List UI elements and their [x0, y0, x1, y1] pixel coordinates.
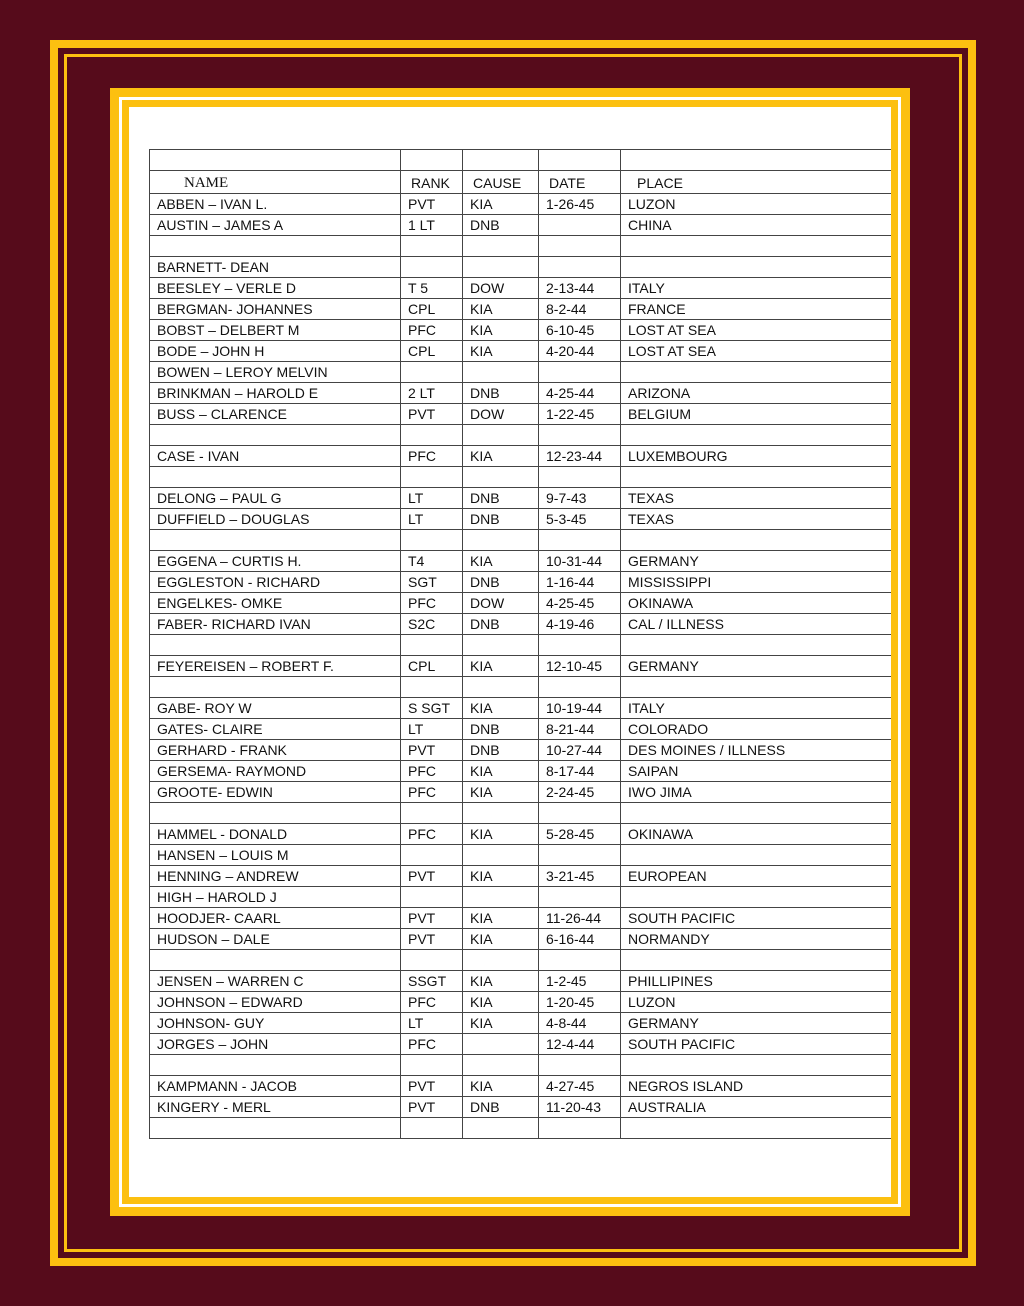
cell-rank: 2 LT: [401, 383, 463, 404]
cell-rank: SGT: [401, 572, 463, 593]
cell-cause: [463, 887, 539, 908]
table-row: [150, 908, 892, 929]
cell-place: OKINAWA: [621, 593, 892, 614]
cell-cause: KIA: [463, 1013, 539, 1034]
cell-name: [150, 1055, 401, 1076]
table-row: [150, 1055, 892, 1076]
table-row: [150, 572, 892, 593]
table-row: [150, 425, 892, 446]
cell-date: [539, 803, 621, 824]
table-row: [150, 194, 892, 215]
cell-cause: DNB: [463, 572, 539, 593]
cell-rank: PVT: [401, 1076, 463, 1097]
cell-cause: KIA: [463, 761, 539, 782]
cell-date: 4-25-44: [539, 383, 621, 404]
cell-place: PHILLIPINES: [621, 971, 892, 992]
cell-name: JOHNSON – EDWARD: [150, 992, 401, 1013]
cell-rank: PFC: [401, 761, 463, 782]
cell-date: 2-24-45: [539, 782, 621, 803]
table-row: [150, 488, 892, 509]
cell-date: [539, 425, 621, 446]
cell-name: BRINKMAN – HAROLD E: [150, 383, 401, 404]
table-row: [150, 593, 892, 614]
cell-place: [621, 950, 892, 971]
cell-name: GERSEMA- RAYMOND: [150, 761, 401, 782]
cell-rank: T 5: [401, 278, 463, 299]
cell-place: LUZON: [621, 992, 892, 1013]
cell-rank: PFC: [401, 1034, 463, 1055]
cell-name: GERHARD - FRANK: [150, 740, 401, 761]
cell-rank: [401, 635, 463, 656]
cell-rank: [401, 467, 463, 488]
table-row: [150, 278, 892, 299]
cell-rank: PVT: [401, 1097, 463, 1118]
cell-date: 12-23-44: [539, 446, 621, 467]
cell-place: TEXAS: [621, 488, 892, 509]
cell-name: BUSS – CLARENCE: [150, 404, 401, 425]
cell-place: GERMANY: [621, 551, 892, 572]
cell-date: 9-7-43: [539, 488, 621, 509]
cell-date: 8-21-44: [539, 719, 621, 740]
cell-rank: PVT: [401, 404, 463, 425]
table-header-row: [150, 171, 892, 194]
cell-date: 3-21-45: [539, 866, 621, 887]
cell-cause: KIA: [463, 656, 539, 677]
cell-name: [150, 530, 401, 551]
cell-cause: DOW: [463, 404, 539, 425]
cell-name: [150, 236, 401, 257]
cell-rank: [401, 950, 463, 971]
table-row: [150, 299, 892, 320]
cell-rank: PFC: [401, 782, 463, 803]
cell-place: SAIPAN: [621, 761, 892, 782]
table-row: [150, 866, 892, 887]
cell-name: EGGENA – CURTIS H.: [150, 551, 401, 572]
cell-place: MISSISSIPPI: [621, 572, 892, 593]
cell-place: [621, 887, 892, 908]
cell-place: CHINA: [621, 215, 892, 236]
cell-rank: [401, 677, 463, 698]
cell-name: HENNING – ANDREW: [150, 866, 401, 887]
cell-date: [539, 215, 621, 236]
cell-date: 12-4-44: [539, 1034, 621, 1055]
cell-place: GERMANY: [621, 656, 892, 677]
cell-date: [539, 635, 621, 656]
cell-place: CAL / ILLNESS: [621, 614, 892, 635]
cell-name: BEESLEY – VERLE D: [150, 278, 401, 299]
table-row: [150, 887, 892, 908]
cell-place: TEXAS: [621, 509, 892, 530]
header-place: PLACE: [621, 171, 892, 194]
table-row: [150, 530, 892, 551]
table-row: [150, 824, 892, 845]
cell-cause: [463, 950, 539, 971]
cell-name: [150, 803, 401, 824]
cell-name: [150, 1118, 401, 1139]
cell-name: HUDSON – DALE: [150, 929, 401, 950]
cell-name: BERGMAN- JOHANNES: [150, 299, 401, 320]
cell-cause: [463, 257, 539, 278]
cell-rank: PFC: [401, 593, 463, 614]
cell-rank: SSGT: [401, 971, 463, 992]
cell-place: SOUTH PACIFIC: [621, 908, 892, 929]
cell-cause: [463, 677, 539, 698]
cell-name: [150, 677, 401, 698]
cell-date: 2-13-44: [539, 278, 621, 299]
header-date: DATE: [539, 171, 621, 194]
cell-rank: S2C: [401, 614, 463, 635]
cell-date: 11-26-44: [539, 908, 621, 929]
cell-place: [621, 236, 892, 257]
cell-place: IWO JIMA: [621, 782, 892, 803]
cell-cause: DNB: [463, 488, 539, 509]
cell-cause: KIA: [463, 341, 539, 362]
cell-place: [621, 803, 892, 824]
cell-place: BELGIUM: [621, 404, 892, 425]
cell-name: HIGH – HAROLD J: [150, 887, 401, 908]
cell-cause: [463, 236, 539, 257]
cell-date: 4-8-44: [539, 1013, 621, 1034]
cell-rank: CPL: [401, 299, 463, 320]
table-row: [150, 1034, 892, 1055]
table-row: [150, 761, 892, 782]
cell-date: 1-2-45: [539, 971, 621, 992]
cell-name: BOWEN – LEROY MELVIN: [150, 362, 401, 383]
cell-name: GABE- ROY W: [150, 698, 401, 719]
cell-place: [621, 257, 892, 278]
cell-name: JENSEN – WARREN C: [150, 971, 401, 992]
cell-name: GATES- CLAIRE: [150, 719, 401, 740]
cell-rank: [401, 362, 463, 383]
table-row: [150, 341, 892, 362]
cell-place: [621, 425, 892, 446]
cell-cause: [463, 635, 539, 656]
cell-name: KAMPMANN - JACOB: [150, 1076, 401, 1097]
cell-cause: [463, 530, 539, 551]
cell-name: EGGLESTON - RICHARD: [150, 572, 401, 593]
cell-rank: CPL: [401, 656, 463, 677]
cell-name: JOHNSON- GUY: [150, 1013, 401, 1034]
cell-rank: LT: [401, 509, 463, 530]
cell-rank: PFC: [401, 446, 463, 467]
roster-sheet: [129, 107, 891, 1197]
cell-cause: DNB: [463, 719, 539, 740]
cell-name: AUSTIN – JAMES A: [150, 215, 401, 236]
cell-name: FEYEREISEN – ROBERT F.: [150, 656, 401, 677]
cell-place: DES MOINES / ILLNESS: [621, 740, 892, 761]
cell-date: [539, 530, 621, 551]
cell-place: LUXEMBOURG: [621, 446, 892, 467]
table-row: [150, 1097, 892, 1118]
cell-cause: [463, 1034, 539, 1055]
cell-name: BOBST – DELBERT M: [150, 320, 401, 341]
cell-place: LUZON: [621, 194, 892, 215]
cell-name: BODE – JOHN H: [150, 341, 401, 362]
roster-table: [149, 149, 891, 1139]
table-row: [150, 362, 892, 383]
cell-name: GROOTE- EDWIN: [150, 782, 401, 803]
cell-place: GERMANY: [621, 1013, 892, 1034]
cell-place: NORMANDY: [621, 929, 892, 950]
cell-name: [150, 950, 401, 971]
cell-name: HOODJER- CAARL: [150, 908, 401, 929]
cell-cause: DNB: [463, 740, 539, 761]
table-row: [150, 635, 892, 656]
cell-rank: 1 LT: [401, 215, 463, 236]
table-row: [150, 1118, 892, 1139]
cell-place: ITALY: [621, 698, 892, 719]
cell-cause: KIA: [463, 194, 539, 215]
cell-date: 12-10-45: [539, 656, 621, 677]
cell-date: [539, 950, 621, 971]
cell-name: FABER- RICHARD IVAN: [150, 614, 401, 635]
table-row: [150, 719, 892, 740]
cell-date: [539, 677, 621, 698]
cell-rank: [401, 1055, 463, 1076]
table-row: [150, 467, 892, 488]
cell-place: NEGROS ISLAND: [621, 1076, 892, 1097]
cell-date: [539, 467, 621, 488]
cell-name: DUFFIELD – DOUGLAS: [150, 509, 401, 530]
cell-rank: PVT: [401, 866, 463, 887]
cell-name: HAMMEL - DONALD: [150, 824, 401, 845]
cell-place: FRANCE: [621, 299, 892, 320]
cell-cause: KIA: [463, 929, 539, 950]
cell-rank: LT: [401, 719, 463, 740]
cell-name: HANSEN – LOUIS M: [150, 845, 401, 866]
cell-cause: KIA: [463, 446, 539, 467]
cell-cause: KIA: [463, 971, 539, 992]
cell-date: 1-16-44: [539, 572, 621, 593]
cell-date: [539, 362, 621, 383]
cell-date: 8-2-44: [539, 299, 621, 320]
cell-date: 4-27-45: [539, 1076, 621, 1097]
cell-place: [621, 1055, 892, 1076]
cell-name: CASE - IVAN: [150, 446, 401, 467]
cell-date: 11-20-43: [539, 1097, 621, 1118]
table-row: [150, 1076, 892, 1097]
table-row: [150, 971, 892, 992]
cell-rank: T4: [401, 551, 463, 572]
cell-place: [621, 635, 892, 656]
cell-name: [150, 467, 401, 488]
cell-place: ARIZONA: [621, 383, 892, 404]
cell-cause: [463, 425, 539, 446]
table-row: [150, 782, 892, 803]
cell-rank: [401, 845, 463, 866]
cell-date: 4-25-45: [539, 593, 621, 614]
cell-date: 6-16-44: [539, 929, 621, 950]
cell-cause: [463, 362, 539, 383]
cell-cause: [463, 1118, 539, 1139]
cell-cause: DNB: [463, 383, 539, 404]
cell-place: OKINAWA: [621, 824, 892, 845]
cell-rank: CPL: [401, 341, 463, 362]
cell-date: 10-31-44: [539, 551, 621, 572]
cell-name: ENGELKES- OMKE: [150, 593, 401, 614]
cell-rank: [401, 887, 463, 908]
table-row: [150, 950, 892, 971]
cell-cause: [463, 803, 539, 824]
cell-name: DELONG – PAUL G: [150, 488, 401, 509]
cell-date: 4-19-46: [539, 614, 621, 635]
cell-name: [150, 635, 401, 656]
cell-date: [539, 236, 621, 257]
table-row: [150, 320, 892, 341]
cell-place: [621, 1118, 892, 1139]
cell-rank: [401, 425, 463, 446]
cell-place: [621, 677, 892, 698]
cell-name: ABBEN – IVAN L.: [150, 194, 401, 215]
cell-cause: DNB: [463, 614, 539, 635]
cell-rank: [401, 530, 463, 551]
cell-date: [539, 1055, 621, 1076]
cell-cause: DNB: [463, 1097, 539, 1118]
cell-cause: KIA: [463, 824, 539, 845]
table-row: [150, 1013, 892, 1034]
cell-date: 8-17-44: [539, 761, 621, 782]
table-row: [150, 845, 892, 866]
cell-cause: KIA: [463, 698, 539, 719]
cell-date: 5-28-45: [539, 824, 621, 845]
cell-date: [539, 1118, 621, 1139]
cell-place: LOST AT SEA: [621, 320, 892, 341]
cell-place: [621, 467, 892, 488]
cell-cause: KIA: [463, 908, 539, 929]
cell-rank: [401, 1118, 463, 1139]
cell-date: 10-27-44: [539, 740, 621, 761]
table-row: [150, 383, 892, 404]
cell-place: AUSTRALIA: [621, 1097, 892, 1118]
cell-cause: KIA: [463, 992, 539, 1013]
table-row: [150, 446, 892, 467]
cell-rank: PVT: [401, 908, 463, 929]
cell-rank: PVT: [401, 194, 463, 215]
cell-cause: KIA: [463, 1076, 539, 1097]
cell-cause: KIA: [463, 782, 539, 803]
header-name: NAME: [150, 171, 401, 194]
cell-date: [539, 257, 621, 278]
cell-rank: [401, 236, 463, 257]
table-row: [150, 803, 892, 824]
cell-place: EUROPEAN: [621, 866, 892, 887]
table-row: [150, 992, 892, 1013]
cell-cause: [463, 1055, 539, 1076]
cell-date: 1-22-45: [539, 404, 621, 425]
cell-rank: S SGT: [401, 698, 463, 719]
cell-date: 4-20-44: [539, 341, 621, 362]
table-row: [150, 677, 892, 698]
cell-cause: KIA: [463, 866, 539, 887]
cell-place: SOUTH PACIFIC: [621, 1034, 892, 1055]
table-row: [150, 551, 892, 572]
table-row: [150, 656, 892, 677]
cell-place: LOST AT SEA: [621, 341, 892, 362]
cell-date: [539, 845, 621, 866]
cell-cause: DOW: [463, 278, 539, 299]
table-row: [150, 257, 892, 278]
cell-cause: KIA: [463, 551, 539, 572]
cell-name: [150, 425, 401, 446]
cell-rank: PVT: [401, 740, 463, 761]
cell-name: KINGERY - MERL: [150, 1097, 401, 1118]
cell-place: [621, 362, 892, 383]
cell-name: JORGES – JOHN: [150, 1034, 401, 1055]
cell-cause: KIA: [463, 320, 539, 341]
table-row: [150, 509, 892, 530]
cell-rank: PFC: [401, 992, 463, 1013]
cell-rank: LT: [401, 488, 463, 509]
table-blank-top-row: [150, 150, 892, 171]
cell-rank: PFC: [401, 320, 463, 341]
table-row: [150, 404, 892, 425]
cell-cause: KIA: [463, 299, 539, 320]
cell-date: 1-26-45: [539, 194, 621, 215]
cell-rank: PVT: [401, 929, 463, 950]
cell-cause: DNB: [463, 509, 539, 530]
header-rank: RANK: [401, 171, 463, 194]
cell-rank: PFC: [401, 824, 463, 845]
cell-place: ITALY: [621, 278, 892, 299]
table-row: [150, 236, 892, 257]
cell-rank: [401, 803, 463, 824]
cell-place: [621, 530, 892, 551]
cell-cause: DOW: [463, 593, 539, 614]
table-row: [150, 740, 892, 761]
cell-rank: [401, 257, 463, 278]
cell-date: [539, 887, 621, 908]
header-cause: CAUSE: [463, 171, 539, 194]
cell-date: 6-10-45: [539, 320, 621, 341]
cell-rank: LT: [401, 1013, 463, 1034]
cell-place: [621, 845, 892, 866]
cell-date: 10-19-44: [539, 698, 621, 719]
cell-name: BARNETT- DEAN: [150, 257, 401, 278]
table-row: [150, 215, 892, 236]
table-row: [150, 698, 892, 719]
table-row: [150, 614, 892, 635]
cell-cause: [463, 467, 539, 488]
cell-place: COLORADO: [621, 719, 892, 740]
cell-cause: DNB: [463, 215, 539, 236]
table-row: [150, 929, 892, 950]
cell-cause: [463, 845, 539, 866]
cell-date: 5-3-45: [539, 509, 621, 530]
cell-date: 1-20-45: [539, 992, 621, 1013]
